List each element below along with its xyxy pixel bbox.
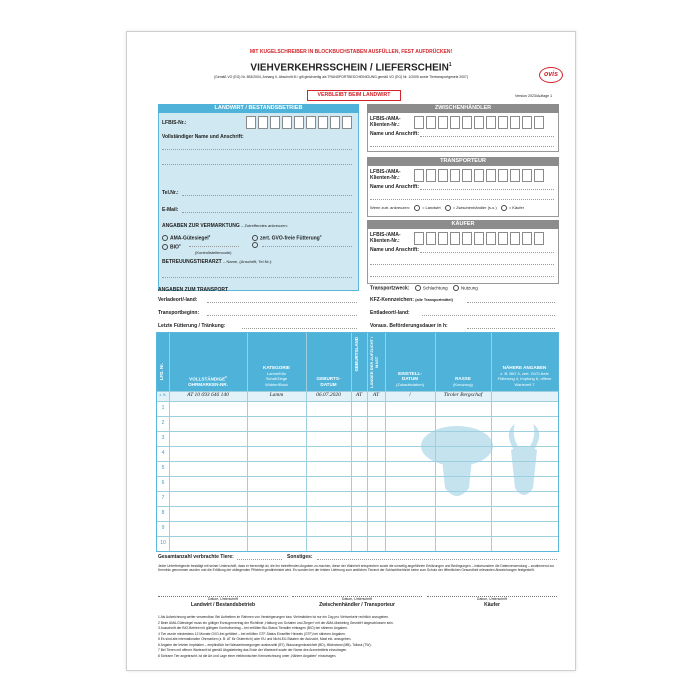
vermarktung-title: ANGABEN ZUR VERMARKTUNG <box>162 223 240 229</box>
footnotes <box>158 615 557 659</box>
tr-lfbis-1: LFBIS-/AMA- <box>370 169 401 175</box>
row-number: 4 <box>161 450 165 456</box>
geburt-1: GEBURTS- <box>316 376 341 382</box>
tierarzt-hint: – Name, (Anschrift, Tel.Nr.): <box>223 259 273 264</box>
col-header-ohrmarke <box>169 333 247 387</box>
animal-table <box>156 332 559 552</box>
zh-lfbis-label <box>370 116 401 128</box>
zweck-2: Nutzung <box>461 285 478 291</box>
kfz-label: KFZ-Kennzeichen: <box>370 297 414 303</box>
tr-lfbis-label <box>370 169 401 181</box>
col-header-kategorie <box>247 333 306 387</box>
zh-lfbis-1: LFBIS-/AMA- <box>370 116 401 122</box>
transportbeginn-line[interactable] <box>207 315 357 316</box>
tr-opt3: = Käufer <box>508 205 525 211</box>
kfz-line[interactable] <box>467 302 555 303</box>
paper-form <box>126 31 576 671</box>
version-label: Version 2023/Auflage 1 <box>515 94 553 98</box>
row-number: 3 <box>161 435 165 441</box>
footnote-item: 5 Es sind alle internationalen Ohrmarken (z. B. AT für Österreich) oder EU und Nicht-EU-Staaten der Aufzucht, Mast etc. anzugeben. <box>158 637 352 641</box>
kfz-row <box>370 297 453 303</box>
gesamt-line[interactable] <box>237 559 282 560</box>
transportbeginn-label: Transportbeginn: <box>158 310 200 316</box>
naehere-title: NÄHERE ANGABEN <box>502 365 547 371</box>
dauer-line[interactable] <box>467 328 555 329</box>
tr-lfbis-boxes[interactable] <box>414 169 544 182</box>
table-row <box>157 431 558 432</box>
option-gvo-sup: 4 <box>319 234 322 238</box>
radio-nutzung[interactable] <box>453 285 459 291</box>
kategorie-title: KATEGORIE <box>263 365 290 371</box>
col-divider-5 <box>367 333 368 551</box>
landwirt-header: LANDWIRT / BESTANDSBETRIEB <box>158 104 359 113</box>
zwischenhaendler-header: ZWISCHENHÄNDLER <box>367 104 559 113</box>
vermarktung-hint: – Zutreffendes ankreuzen: <box>241 223 288 228</box>
table-row <box>157 416 558 417</box>
example-geburt: 06.07.2020 <box>316 392 341 398</box>
signature-small: Datum, Unterschrift <box>341 597 373 601</box>
tr-name-line-2[interactable] <box>370 199 554 200</box>
goat-head-icon <box>511 447 537 496</box>
option-gvo-label: zert. GVO-freie Fütterung <box>260 235 320 242</box>
table-row <box>157 506 558 507</box>
ohrmarke-line1 <box>189 375 227 382</box>
zh-name-label: Name und Anschrift: <box>370 131 419 137</box>
dauer-label: Voraus. Beförderungsdauer in h: <box>370 323 448 329</box>
footnote-item: 2 Beim AMA-Gütesiegel muss ein gültiger Erzeugervertrag der Richtlinie „Haltung von Schafen und Ziegen“ mit der AMA-Marketing GesmbH abgeschlossen sein. <box>158 620 394 625</box>
table-row <box>157 461 558 462</box>
kf-name-line-1[interactable] <box>420 252 554 253</box>
kontrollstelle-label: (Kontrollstellencode) <box>195 250 232 255</box>
radio-other[interactable] <box>252 242 258 248</box>
col-header-einstell <box>385 333 435 387</box>
landwirt-name-line-1[interactable] <box>162 149 352 150</box>
table-row <box>157 536 558 537</box>
kf-lfbis-1: LFBIS-/AMA- <box>370 232 401 238</box>
landwirt-lfbis-label: LFBIS-Nr.: <box>162 120 187 126</box>
zh-name-line-2[interactable] <box>370 146 554 147</box>
zh-name-line-1[interactable] <box>420 136 554 137</box>
landwirt-lfbis-boxes[interactable] <box>246 116 352 129</box>
col-header-geburt <box>306 333 351 387</box>
example-einstell: / <box>409 392 411 398</box>
ovis-logo <box>539 67 563 83</box>
signature-block[interactable] <box>158 596 288 608</box>
stays-with-farmer-text: VERBLEIBT BEIM LANDWIRT <box>317 92 391 98</box>
example-land: AT <box>372 392 380 398</box>
stays-with-farmer-badge <box>307 90 401 101</box>
option-gvo[interactable] <box>252 233 321 242</box>
sheep-head-icon <box>441 443 473 496</box>
footnote-item: 8 Schrane Tier angebracht, ist die Art und Lage einer elektronischen Kennzeichnung unter „Nähere Angaben“ einzutragen. <box>158 653 337 658</box>
tr-wenn-row <box>370 205 524 211</box>
zweck-1: Schlachtung <box>422 285 448 291</box>
col-header-rasse <box>435 333 491 387</box>
form-title <box>127 59 575 74</box>
option-ama-label: AMA-Gütesiegel <box>170 235 209 242</box>
zh-lfbis-boxes[interactable] <box>414 116 544 129</box>
radio-gvo[interactable] <box>252 235 258 241</box>
radio-schlachtung[interactable] <box>415 285 421 291</box>
example-ohrmarke: AT 10 693 646 140 <box>187 392 229 398</box>
table-row <box>157 476 558 477</box>
option-bio-sup: 3 <box>178 243 181 247</box>
rasse-title: RASSE <box>455 376 471 382</box>
declaration-text: Jeder Unterfertigende bestätigt mit seiner Unterschrift, dass er berechtigt ist, die ihn betreffenden Angaben zu machen, diese der Wahrheit entsprechen sowie die umseitig angeführten Erklärungen und Bedingungen – insbesondere die Datenverwendung – zustimmend zur Kenntnis genommen wurden und die Erfüllung der obliegenden Pflichten gewährleistet wird. Es wurden bei der letzten Lieferung zum amtlichen Tierarzt der Schlachtbehörde keine zum Schutz der öffentlichen Gesundheit relevanten Abweichungen festgestellt. <box>158 564 555 573</box>
transport-header: ANGABEN ZUM TRANSPORT <box>158 287 228 293</box>
option-bio-label: BIO <box>170 244 179 251</box>
other-line[interactable] <box>262 246 352 247</box>
legal-line: (Gemäß VO (EG) Nr. 853/2004, Anhang II, Abschnitt III / gilt gleichzeitig als TRANSPORTBESCHEINIGUNG gemäß VO (EG) Nr. 1/2005 sowie Tiertransportgesetz 2007) <box>214 75 468 79</box>
radio-ama[interactable] <box>162 235 168 241</box>
col-header-laender: LÄNDER DER AUFZUCHT / MAST <box>369 336 379 388</box>
naehere-sub: z. B. BIO 3, zert. GVO-freie Fütterung 4, Impfung 6, offene Wartezeit 7 <box>497 370 552 387</box>
row-number: 7 <box>161 495 165 501</box>
row-number: 6 <box>161 480 165 486</box>
table-header-line <box>157 391 558 392</box>
gesamt-label: Gesamtanzahl verbrachte Tiere: <box>158 554 234 560</box>
signature-block[interactable] <box>292 596 422 608</box>
rasse-sub: (Kreuzung) <box>453 381 473 387</box>
ohrmarke-line2: OHRMARKEN-NR. <box>188 381 228 387</box>
radio-tr-landwirt[interactable] <box>414 205 420 211</box>
landwirt-tel-line[interactable] <box>182 195 352 196</box>
option-bio[interactable] <box>162 242 181 251</box>
footnote-item: 4 Tier wurde mindestens 12 Monate GVO-frei gefüttert – bei erfüllten GTF-Status Einselfier Hinweis (GTF) bei näheren Angaben. <box>158 631 346 636</box>
example-kategorie: Lamm <box>269 392 284 398</box>
row-number: 9 <box>161 525 165 531</box>
tr-name-label: Name und Anschrift: <box>370 184 419 190</box>
col-header-lfd: LFD. Nr. <box>159 363 164 381</box>
tierarzt-label <box>162 259 272 265</box>
option-blank[interactable] <box>252 242 260 248</box>
row-number: 5 <box>161 465 165 471</box>
landwirt-email-label: E-Mail: <box>162 207 179 213</box>
signature-block[interactable] <box>427 596 557 608</box>
landwirt-email-line[interactable] <box>182 212 352 213</box>
geburt-2: DATUM <box>320 381 337 387</box>
table-row <box>157 401 558 402</box>
tr-opt1: = Landwirt <box>422 205 441 211</box>
kf-lfbis-2: Klienten-Nr.: <box>370 238 400 244</box>
einstell-2: DATUM <box>401 376 419 382</box>
tr-wenn-label: Wenn zutr. ankreuzen: <box>370 205 410 211</box>
table-row <box>157 446 558 447</box>
kategorie-sub: Lamm/Kitz Schaf/Ziege Widder/Bock <box>265 370 288 387</box>
row-number: 2 <box>161 420 165 426</box>
sonstiges-label: Sonstiges: <box>287 554 313 560</box>
signature-small: Datum, Unterschrift <box>207 597 239 601</box>
example-gland: AT <box>355 392 363 398</box>
footnote-item: 1 Als Aufzeichnung weiter verwendbar. Bei Auftreiben im Rahmen von Versteigerungen bzw. Viehmärkten ist nur ein Zug pro Viehverkehr rechtlich anzugeben. <box>158 615 389 619</box>
table-row <box>157 521 558 522</box>
signature-role: Käufer <box>484 602 500 608</box>
radio-bio[interactable] <box>162 244 168 250</box>
table-row <box>157 491 558 492</box>
example-row-label: z. B. <box>159 393 167 397</box>
ohrmarke-sup: 5 <box>225 374 227 379</box>
zweck-row <box>370 285 478 291</box>
signature-role: Zwischenhändler / Transporteur <box>319 602 395 608</box>
tr-lfbis-2: Klienten-Nr.: <box>370 175 400 181</box>
entladeort-line[interactable] <box>422 315 555 316</box>
ohrmarke-text1: VOLLSTÄNDIGE <box>189 376 226 382</box>
footnote-item: 6 Angabe der letzten Impfdaten – empfindlich bei Wasserbewegungen ausbezahlt (BT), Blauzungenkrankheit (BD), Milchstand (MB), Tollwut (TW). <box>158 642 372 647</box>
row-number: 10 <box>160 540 166 546</box>
col-divider-4 <box>351 333 352 551</box>
sonstiges-line[interactable] <box>317 559 557 560</box>
top-instruction: MIT KUGELSCHREIBER IN BLOCKBUCHSTABEN AUSFÜLLEN, FEST AUFDRÜCKEN! <box>249 49 453 55</box>
bio-code-line[interactable] <box>189 246 239 247</box>
landwirt-tel-label: Tel.Nr.: <box>162 190 179 196</box>
verladeort-label: Verladeort/-land: <box>158 297 198 303</box>
radio-tr-zh[interactable] <box>445 205 451 211</box>
fuetterung-label: Letzte Fütterung / Tränkung: <box>158 323 226 329</box>
kf-name-line-3[interactable] <box>370 276 554 277</box>
option-ama[interactable] <box>162 233 210 242</box>
signature-role: Landwirt / Bestandsbetrieb <box>190 602 256 608</box>
einstell-sub: (Zukaufsdatum) <box>395 381 424 387</box>
kf-lfbis-boxes[interactable] <box>414 232 544 245</box>
footnote-item: 3 Ausschnitt der BIO-Betrieb mit gültigem Kontrollvertrag – bei erfüllten Bio-Status Tieradler eintragen (BIO) bei näheren Angaben. <box>158 626 348 630</box>
verladeort-line[interactable] <box>207 302 357 303</box>
example-rasse: Tiroler Bergschaf <box>443 392 483 398</box>
kf-name-label: Name und Anschrift: <box>370 247 419 253</box>
row-number: 8 <box>161 510 165 516</box>
zweck-label: Transportzweck: <box>370 285 410 292</box>
logo-text: ovis <box>543 71 558 78</box>
footnote-item: 7 Bei Tieren mit offener Wartezeit ist gemäß Abgabebeleg das Ende der Wartezeit sowie der Name des Arzneimittels einzutragen. <box>158 648 348 652</box>
tierarzt-line[interactable] <box>162 277 352 278</box>
transporteur-header: TRANSPORTEUR <box>367 157 559 166</box>
zh-lfbis-2: Klienten-Nr.: <box>370 122 400 128</box>
entladeort-label: Entladeort/-land: <box>370 310 410 316</box>
kfz-hint: (alle Transportmittel) <box>415 298 453 302</box>
signature-small: Datum, Unterschrift <box>476 597 508 601</box>
form-title-text: VIEHVERKEHRSSCHEIN / LIEFERSCHEIN <box>250 62 449 74</box>
kaeufer-header: KÄUFER <box>367 220 559 229</box>
col-header-geburtsland: GEBURTSLAND <box>354 337 359 372</box>
col-header-naehere <box>491 333 558 387</box>
fuetterung-line[interactable] <box>242 328 357 329</box>
einstell-1: EINSTELL- <box>398 370 422 376</box>
tierarzt-title: BETREUUNGSTIERARZT <box>162 259 222 265</box>
option-ama-sup: 2 <box>208 234 211 238</box>
tr-name-line-1[interactable] <box>420 189 554 190</box>
landwirt-name-label: Vollständiger Name und Anschrift: <box>162 134 244 140</box>
kf-name-line-2[interactable] <box>370 264 554 265</box>
radio-tr-kaeufer[interactable] <box>501 205 507 211</box>
kf-lfbis-label <box>370 232 401 244</box>
form-title-footnote: 1 <box>448 62 452 68</box>
row-number: 1 <box>161 405 165 411</box>
vermarktung-label <box>162 223 288 229</box>
tr-opt2: = Zwischenhändler (s.o.) <box>452 205 497 211</box>
landwirt-name-line-2[interactable] <box>162 164 352 165</box>
